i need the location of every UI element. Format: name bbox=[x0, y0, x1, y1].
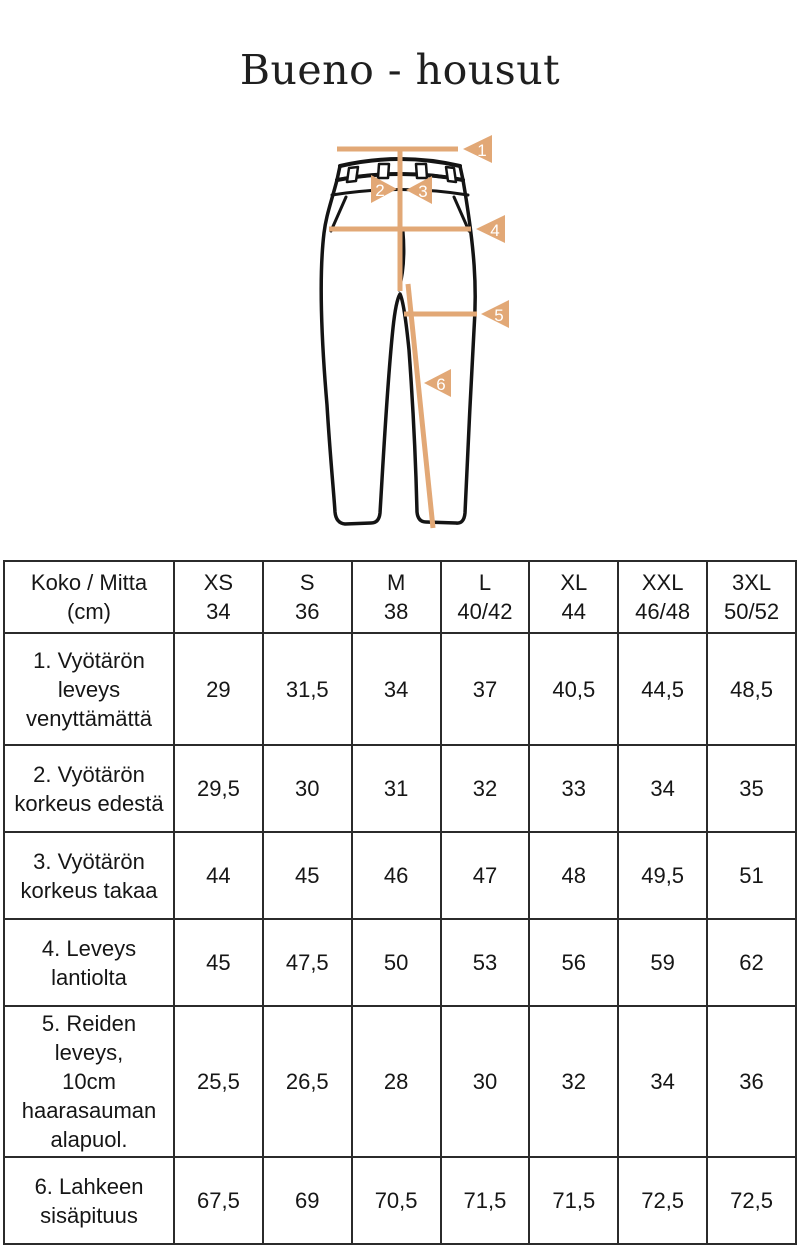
row-label bbox=[4, 1157, 174, 1244]
measurement-cell: 31 bbox=[352, 745, 441, 832]
measurement-cell: 50 bbox=[352, 919, 441, 1006]
belt-loop bbox=[347, 167, 358, 182]
size-eu: 40/42 bbox=[457, 599, 513, 624]
measurement-cell: 45 bbox=[174, 919, 263, 1006]
size-eu: 46/48 bbox=[635, 599, 691, 624]
measurement-cell: 67,5 bbox=[174, 1157, 263, 1244]
header-koko-line1: Koko / Mitta bbox=[30, 570, 148, 595]
measurement-cell: 32 bbox=[529, 1006, 618, 1157]
measurement-cell: 53 bbox=[441, 919, 530, 1006]
row-label-line: leveys bbox=[57, 676, 121, 702]
table-row bbox=[4, 633, 796, 745]
size-label: L bbox=[478, 570, 492, 595]
header-size-s bbox=[263, 561, 352, 633]
measurement-cell: 70,5 bbox=[352, 1157, 441, 1244]
measurement-cell: 28 bbox=[352, 1006, 441, 1157]
measurement-cell: 34 bbox=[352, 633, 441, 745]
row-label bbox=[4, 633, 174, 745]
belt-loop bbox=[416, 164, 427, 178]
row-label-line: 10cm bbox=[62, 1069, 116, 1094]
marker-1-label: 1 bbox=[477, 141, 487, 160]
measurement-cell: 26,5 bbox=[263, 1006, 352, 1157]
row-label-line: sisäpituus bbox=[40, 1202, 138, 1228]
marker-6-label: 6 bbox=[436, 375, 446, 394]
size-eu: 44 bbox=[561, 599, 587, 624]
measurement-cell: 48 bbox=[529, 832, 618, 919]
measurement-cell: 72,5 bbox=[618, 1157, 707, 1244]
size-label: S bbox=[299, 570, 315, 595]
row-label-line: haarasauman bbox=[21, 1098, 157, 1123]
row-label-line: korkeus edestä bbox=[14, 790, 164, 816]
measurement-cell: 71,5 bbox=[529, 1157, 618, 1244]
measurement-cell: 72,5 bbox=[707, 1157, 796, 1244]
size-eu: 36 bbox=[295, 599, 320, 624]
pants-diagram bbox=[0, 130, 800, 555]
size-label: XL bbox=[560, 570, 588, 595]
size-eu: 34 bbox=[206, 599, 231, 624]
header-size-xs bbox=[174, 561, 263, 633]
measurement-cell: 56 bbox=[529, 919, 618, 1006]
table-row bbox=[4, 1006, 796, 1157]
size-eu: 38 bbox=[383, 599, 409, 624]
belt-loop bbox=[378, 164, 389, 178]
measurement-cell: 37 bbox=[441, 633, 530, 745]
table-header-row bbox=[4, 561, 796, 633]
row-label bbox=[4, 745, 174, 832]
measurement-cell: 49,5 bbox=[618, 832, 707, 919]
measurement-cell: 69 bbox=[263, 1157, 352, 1244]
header-koko-line2: (cm) bbox=[67, 599, 111, 624]
marker-5-label: 5 bbox=[494, 306, 504, 325]
table-row bbox=[4, 832, 796, 919]
table-row bbox=[4, 919, 796, 1006]
size-table bbox=[3, 560, 797, 1245]
measurement-cell: 31,5 bbox=[263, 633, 352, 745]
marker-2-label: 2 bbox=[375, 181, 385, 200]
row-label bbox=[4, 832, 174, 919]
row-label-line: lantiolta bbox=[51, 964, 127, 990]
measurement-cell: 34 bbox=[618, 745, 707, 832]
measurement-cell: 30 bbox=[441, 1006, 530, 1157]
measurement-cell: 29 bbox=[174, 633, 263, 745]
measurement-cell: 47 bbox=[441, 832, 530, 919]
row-label-line: alapuol. bbox=[50, 1127, 128, 1152]
measurement-cell: 35 bbox=[707, 745, 796, 832]
row-label-line: 2. Vyötärön bbox=[33, 761, 145, 787]
row-label-line: 4. Leveys bbox=[41, 935, 137, 961]
header-size-3xl bbox=[707, 561, 796, 633]
measurement-cell: 48,5 bbox=[707, 633, 796, 745]
measurement-cell: 30 bbox=[263, 745, 352, 832]
measurement-cell: 46 bbox=[352, 832, 441, 919]
row-label-line: 5. Reiden leveys, bbox=[41, 1011, 137, 1065]
page-title: Bueno - housut bbox=[239, 46, 561, 94]
table-row bbox=[4, 1157, 796, 1244]
belt-loop bbox=[446, 167, 456, 182]
row-label-line: korkeus takaa bbox=[20, 877, 158, 903]
row-label-line: 3. Vyötärön bbox=[33, 848, 145, 874]
size-label: 3XL bbox=[731, 570, 772, 595]
row-label-line: venyttämättä bbox=[26, 705, 152, 731]
header-size-xxl bbox=[618, 561, 707, 633]
size-label: XXL bbox=[641, 570, 684, 595]
row-label bbox=[4, 1006, 174, 1157]
measurement-cell: 36 bbox=[707, 1006, 796, 1157]
marker-3-label: 3 bbox=[418, 182, 428, 201]
measurement-cell: 59 bbox=[618, 919, 707, 1006]
measurement-cell: 25,5 bbox=[174, 1006, 263, 1157]
header-size-xl bbox=[529, 561, 618, 633]
measurement-cell: 34 bbox=[618, 1006, 707, 1157]
measurement-cell: 33 bbox=[529, 745, 618, 832]
measurement-cell: 71,5 bbox=[441, 1157, 530, 1244]
size-label: M bbox=[386, 570, 406, 595]
measurement-cell: 29,5 bbox=[174, 745, 263, 832]
measurement-cell: 45 bbox=[263, 832, 352, 919]
table-row bbox=[4, 745, 796, 832]
measurement-cell: 40,5 bbox=[529, 633, 618, 745]
measurement-cell: 44 bbox=[174, 832, 263, 919]
measurement-cell: 62 bbox=[707, 919, 796, 1006]
size-label: XS bbox=[203, 570, 234, 595]
size-table-body bbox=[4, 633, 796, 1244]
measurement-cell: 47,5 bbox=[263, 919, 352, 1006]
pants-diagram-svg bbox=[0, 130, 800, 555]
header-size-m bbox=[352, 561, 441, 633]
measurement-cell: 44,5 bbox=[618, 633, 707, 745]
marker-4-label: 4 bbox=[490, 221, 500, 240]
header-size-l bbox=[441, 561, 530, 633]
row-label bbox=[4, 919, 174, 1006]
row-label-line: 1. Vyötärön bbox=[33, 647, 145, 673]
measurement-cell: 32 bbox=[441, 745, 530, 832]
size-eu: 50/52 bbox=[724, 599, 780, 624]
header-koko-mitta bbox=[4, 561, 174, 633]
row-label-line: 6. Lahkeen bbox=[34, 1173, 144, 1199]
measurement-cell: 51 bbox=[707, 832, 796, 919]
